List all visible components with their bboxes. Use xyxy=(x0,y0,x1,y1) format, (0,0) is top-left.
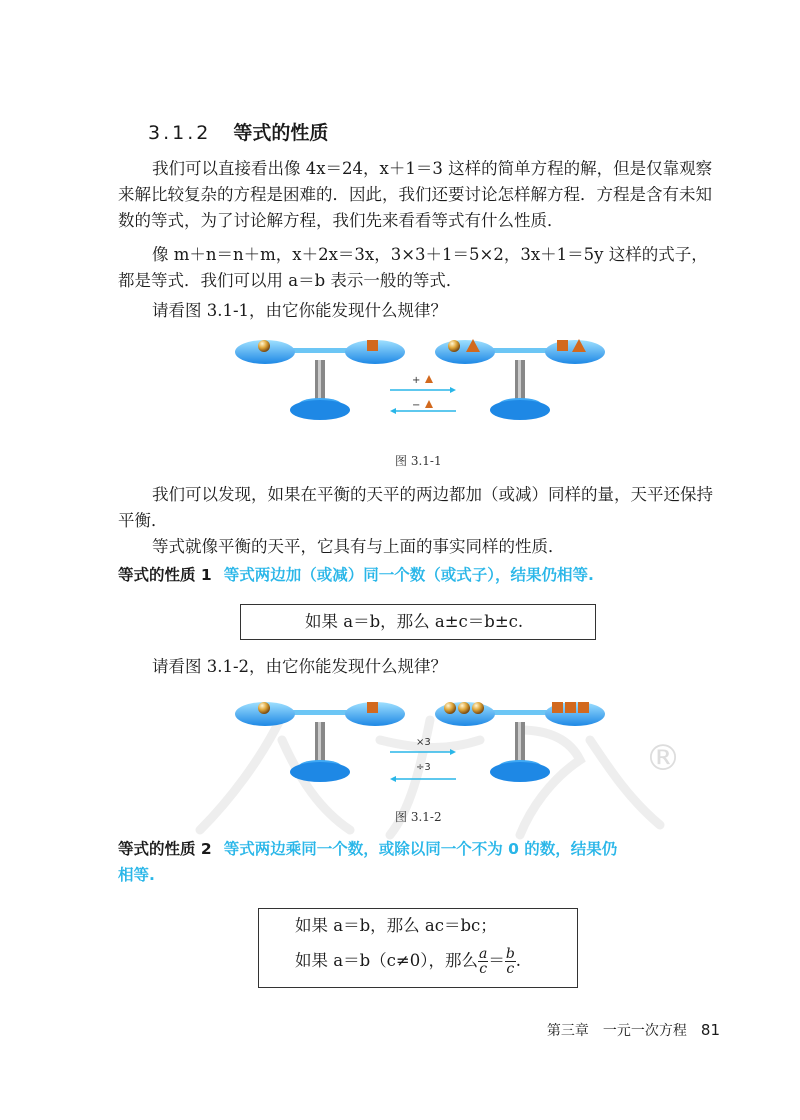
op-div: ÷3 xyxy=(416,762,431,773)
formula2-end: . xyxy=(515,951,522,970)
op-add: + xyxy=(412,375,421,386)
cube xyxy=(367,702,378,713)
op-sub: − xyxy=(412,400,421,411)
registered-mark: ® xyxy=(645,738,681,779)
balance-scale-right xyxy=(435,702,605,782)
property1-formula-box xyxy=(240,604,596,640)
frac2-numerator: b xyxy=(505,946,515,962)
cube xyxy=(552,702,563,713)
figure-3-1-1 xyxy=(230,330,610,430)
cube xyxy=(565,702,576,713)
property1-text: 等式两边加（或减）同一个数（或式子），结果仍相等. xyxy=(223,566,594,584)
formula2-prefix: 如果 a＝b（c≠0），那么 xyxy=(295,951,478,970)
figure-3-1-2 xyxy=(230,692,610,792)
property1-formula: 如果 a＝b，那么 a±c＝b±c. xyxy=(305,612,524,631)
fraction-b-over-c xyxy=(505,947,516,976)
ball xyxy=(448,340,460,352)
page-footer xyxy=(547,1020,720,1040)
balance-scale-left xyxy=(235,702,405,782)
property1 xyxy=(118,562,594,588)
figure2-caption: 图 3.1-2 xyxy=(395,810,442,824)
formula2-equals: ＝ xyxy=(488,951,505,970)
cube xyxy=(578,702,589,713)
section-number: 3.1.2 xyxy=(148,122,212,144)
ball xyxy=(472,702,484,714)
property2-formula2 xyxy=(295,947,521,976)
property2-formula1: 如果 a＝b，那么 ac＝bc； xyxy=(295,916,497,935)
property2 xyxy=(118,836,617,862)
frac1-numerator: a xyxy=(478,946,488,962)
frac2-denominator: c xyxy=(506,961,515,977)
paragraph-analogy: 等式就像平衡的天平，它具有与上面的事实同样的性质． xyxy=(152,537,565,556)
figure1-caption: 图 3.1-1 xyxy=(395,454,442,468)
property2-text-line2: 相等. xyxy=(118,866,155,884)
cube xyxy=(367,340,378,351)
frac1-denominator: c xyxy=(479,961,488,977)
section-heading xyxy=(148,118,328,145)
paragraph-see-figure2: 请看图 3.1-2，由它你能发现什么规律？ xyxy=(152,657,448,676)
paragraph-see-figure1: 请看图 3.1-1，由它你能发现什么规律？ xyxy=(152,301,448,320)
property1-label: 等式的性质 1 xyxy=(118,566,212,584)
ball xyxy=(458,702,470,714)
property2-continued xyxy=(118,862,155,888)
balance-scale-right xyxy=(435,339,605,420)
property2-text-line1: 等式两边乘同一个数，或除以同一个不为 0 的数，结果仍 xyxy=(223,840,618,858)
balance-scale-left xyxy=(235,340,405,420)
fraction-a-over-c xyxy=(478,947,488,976)
property2-formula-box xyxy=(258,908,578,988)
ball xyxy=(258,702,270,714)
section-title: 等式的性质 xyxy=(233,122,329,144)
ball xyxy=(444,702,456,714)
paragraph-equations: 像 m＋n＝n＋m，x＋2x＝3x，3×3＋1＝5×2，3x＋1＝5y 这样的式子，都是等式．我们可以用 a＝b 表示一般的等式． xyxy=(118,245,708,290)
paragraph-intro: 我们可以直接看出像 4x＝24，x＋1＝3 这样的简单方程的解，但是仅靠观察来解比较复杂的方程是困难的．因此，我们还要讨论怎样解方程．方程是含有未知数的等式，为了讨论解方程，我们先来看看等式有什么性质． xyxy=(118,159,713,230)
ball xyxy=(258,340,270,352)
chapter-title: 第三章 一元一次方程 xyxy=(546,1023,687,1039)
cube xyxy=(557,340,568,351)
op-mul: ×3 xyxy=(416,737,431,748)
property2-label: 等式的性质 2 xyxy=(118,840,212,858)
page-number: 81 xyxy=(700,1021,720,1039)
transform-arrows xyxy=(390,737,456,782)
paragraph-observation: 我们可以发现，如果在平衡的天平的两边都加（或减）同样的量，天平还保持平衡． xyxy=(118,485,713,530)
transform-arrows xyxy=(390,375,456,414)
